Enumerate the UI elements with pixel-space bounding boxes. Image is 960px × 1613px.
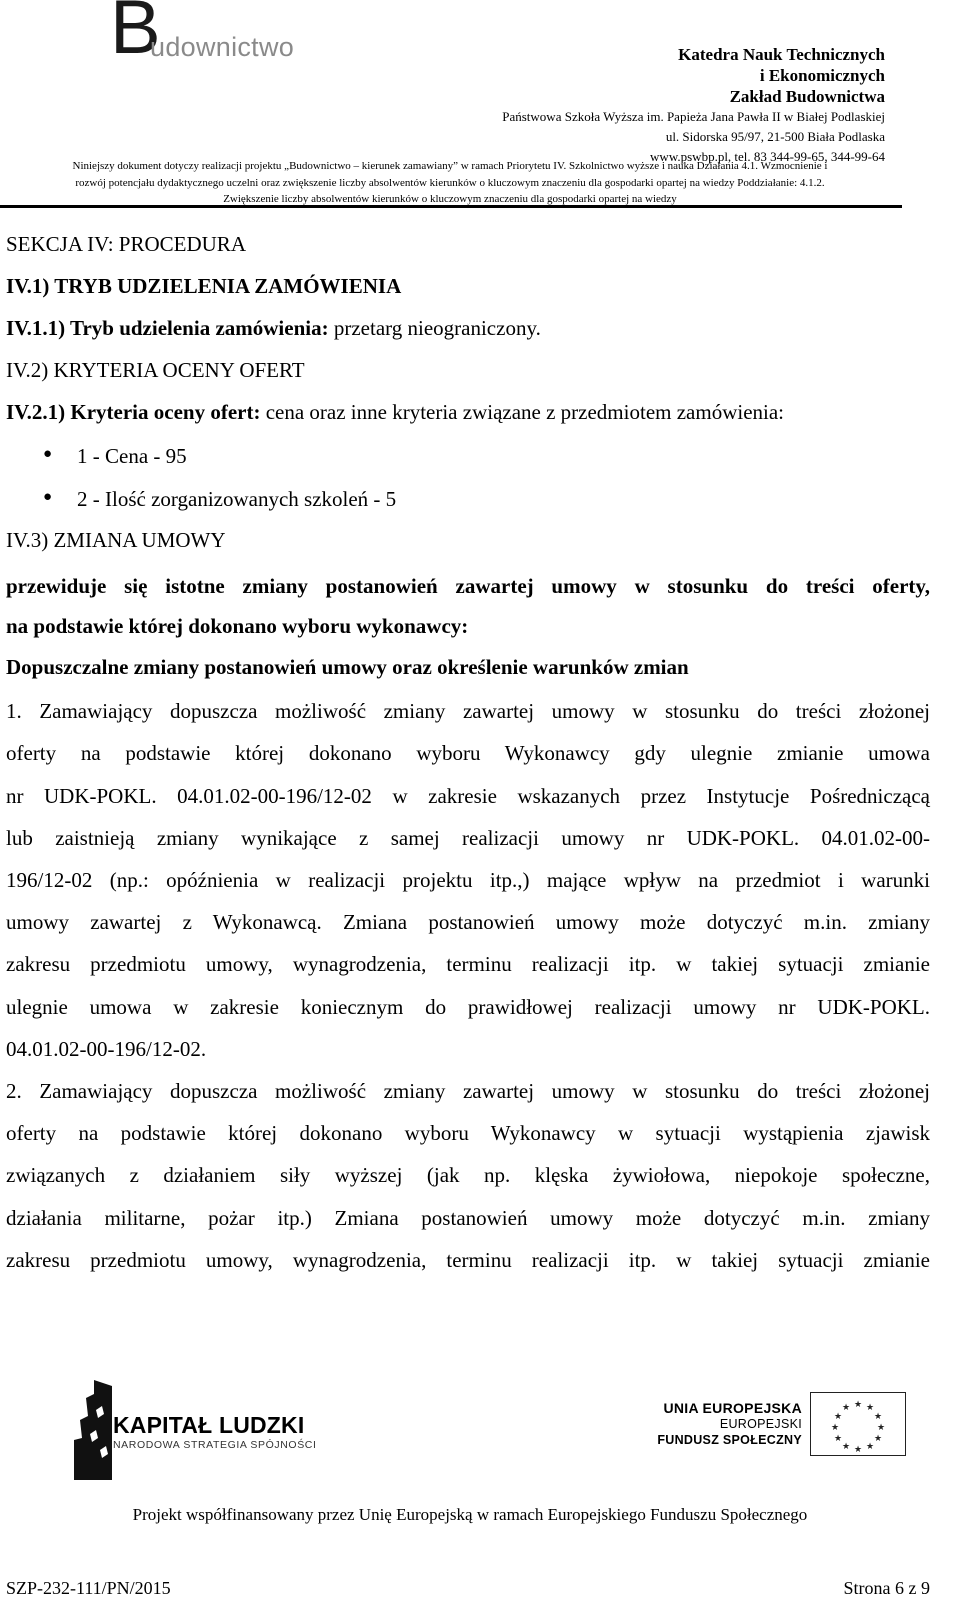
svg-text:★: ★ (876, 1422, 886, 1432)
logo-text: udownictwo (150, 32, 295, 62)
eu-fund-name: FUNDUSZ SPOŁECZNY (657, 1433, 802, 1447)
iv11-value: przetarg nieograniczony. (328, 316, 541, 340)
paragraph-2-line: 2. Zamawiający dopuszcza możliwość zmiany zawartej umowy w stosunku do treści złożonej (6, 1079, 930, 1103)
svg-text:★: ★ (873, 1433, 883, 1443)
svg-text:★: ★ (853, 1399, 863, 1409)
paragraph-1-line: ulegnie umowa w zakresie koniecznym do prawidłowej realizacji umowy nr UDK-POKL. (6, 995, 930, 1019)
department-name: Zakład Budownictwa (729, 87, 885, 106)
paragraph-1-line: 04.01.02-00-196/12-02. (6, 1037, 207, 1061)
project-notice (0, 158, 900, 208)
svg-text:★: ★ (841, 1402, 851, 1412)
svg-text:★: ★ (873, 1411, 883, 1421)
eu-fund-line: EUROPEJSKI (719, 1417, 802, 1431)
paragraph-2-line: działania militarne, pożar itp.) Zmiana postanowień umowy może dotyczyć m.in. zmiany (6, 1206, 930, 1230)
institution-name: Katedra Nauk Technicznych (678, 45, 885, 64)
paragraph-1-line: umowy zawartej z Wykonawcą. Zmiana postanowień umowy może dotyczyć m.in. zmiany (6, 910, 930, 934)
paragraph-2-line: zakresu przedmiotu umowy, wynagrodzenia, terminu realizacji itp. w takiej sytuacji zmianie (6, 1248, 930, 1272)
paragraph-1-line: 196/12-02 (np.: opóźnienia w realizacji projektu itp.,) mające wpływ na przedmiot i warunki (6, 868, 930, 892)
kapital-ludzki-subtitle: NARODOWA STRATEGIA SPÓJNOŚCI (113, 1439, 317, 1451)
svg-text:★: ★ (865, 1402, 875, 1412)
page-header (0, 0, 960, 210)
iv21-label: IV.2.1) Kryteria oceny ofert: (6, 400, 261, 424)
iv3-subheading: Dopuszczalne zmiany postanowień umowy oraz określenie warunków zmian (6, 655, 689, 679)
svg-text:★: ★ (833, 1433, 843, 1443)
svg-text:★: ★ (841, 1441, 851, 1451)
eu-name: UNIA EUROPEJSKA (663, 1400, 802, 1416)
iv2-heading: IV.2) KRYTERIA OCENY OFERT (6, 358, 305, 382)
paragraph-2-line: oferty na podstawie której dokonano wyboru Wykonawcy w sytuacji wystąpienia zjawisk (6, 1121, 930, 1145)
svg-text:★: ★ (865, 1441, 875, 1451)
svg-text:★: ★ (833, 1411, 843, 1421)
contact: www.pswbp.pl, tel. 83 344-99-65, 344-99-64 (650, 149, 885, 164)
svg-text:★: ★ (830, 1422, 840, 1432)
institution-block (502, 44, 885, 167)
kapital-ludzki-mark-icon (72, 1380, 112, 1482)
paragraph-1-line: nr UDK-POKL. 04.01.02-00-196/12-02 w zakresie wskazanych przez Instytucje Pośredniczącą (6, 784, 930, 808)
eu-flag-icon (810, 1392, 906, 1456)
kapital-ludzki-title: KAPITAŁ LUDZKI (113, 1412, 305, 1438)
svg-text:★: ★ (853, 1444, 863, 1454)
funding-logos (0, 1380, 960, 1490)
iv21-value: cena oraz inne kryteria związane z przedmiotem zamówienia: (260, 400, 785, 424)
iv11-line (6, 316, 541, 340)
iv3-text: na podstawie której dokonano wyboru wykonawcy: (6, 614, 469, 638)
document-reference: SZP-232-111/PN/2015 (6, 1578, 171, 1598)
university-name: Państwowa Szkoła Wyższa im. Papieża Jana Pawła II w Białej Podlaskiej (502, 109, 885, 124)
institution-name-2: i Ekonomicznych (759, 66, 885, 85)
eu-text (657, 1400, 802, 1448)
paragraph-2-line: związanych z działaniem siły wyższej (jak np. klęska żywiołowa, niepokoje społeczne, (6, 1163, 930, 1187)
iv11-label: IV.1.1) Tryb udzielenia zamówienia: (6, 316, 329, 340)
criteria-item: 1 - Cena - 95 (77, 444, 187, 468)
address: ul. Sidorska 95/97, 21-500 Biała Podlaska (665, 129, 885, 144)
paragraph-1-line: zakresu przedmiotu umowy, wynagrodzenia, terminu realizacji itp. w takiej sytuacji zmianie (6, 952, 930, 976)
iv1-heading: IV.1) TRYB UDZIELENIA ZAMÓWIENIA (6, 274, 402, 298)
iv3-text: przewiduje się istotne zmiany postanowień zawartej umowy w stosunku do treści oferty, (6, 574, 930, 598)
criteria-item: 2 - Ilość zorganizowanych szkoleń - 5 (77, 487, 397, 511)
section-title: SEKCJA IV: PROCEDURA (6, 232, 246, 256)
iv21-line (6, 400, 784, 424)
bullet-icon: ● (43, 489, 53, 505)
notice-line: rozwój potencjału dydaktycznego uczelni oraz zwiększenie liczby absolwentów kierunków o kluczowym znaczeniu dla gospodarki opartej na wiedzy Poddziałanie: 4.1.2. (75, 176, 825, 189)
header-divider (0, 205, 902, 208)
iv3-heading: IV.3) ZMIANA UMOWY (6, 528, 226, 552)
cofinanced-note: Projekt współfinansowany przez Unię Europejską w ramach Europejskiego Funduszu Społecznego (132, 1505, 808, 1524)
logo-initial: B (110, 0, 161, 70)
bullet-icon: ● (43, 446, 53, 462)
paragraph-1-line: oferty na podstawie której dokonano wyboru Wykonawcy gdy ulegnie zmianie umowa (6, 741, 930, 765)
paragraph-1-line: 1. Zamawiający dopuszcza możliwość zmiany zawartej umowy w stosunku do treści złożonej (6, 699, 930, 723)
paragraph-1-line: lub zaistnieją zmiany wynikające z samej realizacji umowy nr UDK-POKL. 04.01.02-00- (6, 826, 930, 850)
notice-line: Niniejszy dokument dotyczy realizacji projektu „Budownictwo – kierunek zamawiany” w ramach Priorytetu IV. Szkolnictwo wyższe i nauka Działania 4.1. Wzmocnienie i (72, 160, 828, 172)
notice-line: Zwiększenie liczby absolwentów kierunków o kluczowym znaczeniu dla gospodarki opartej na wiedzy (223, 193, 677, 205)
page-number: Strona 6 z 9 (843, 1578, 930, 1598)
